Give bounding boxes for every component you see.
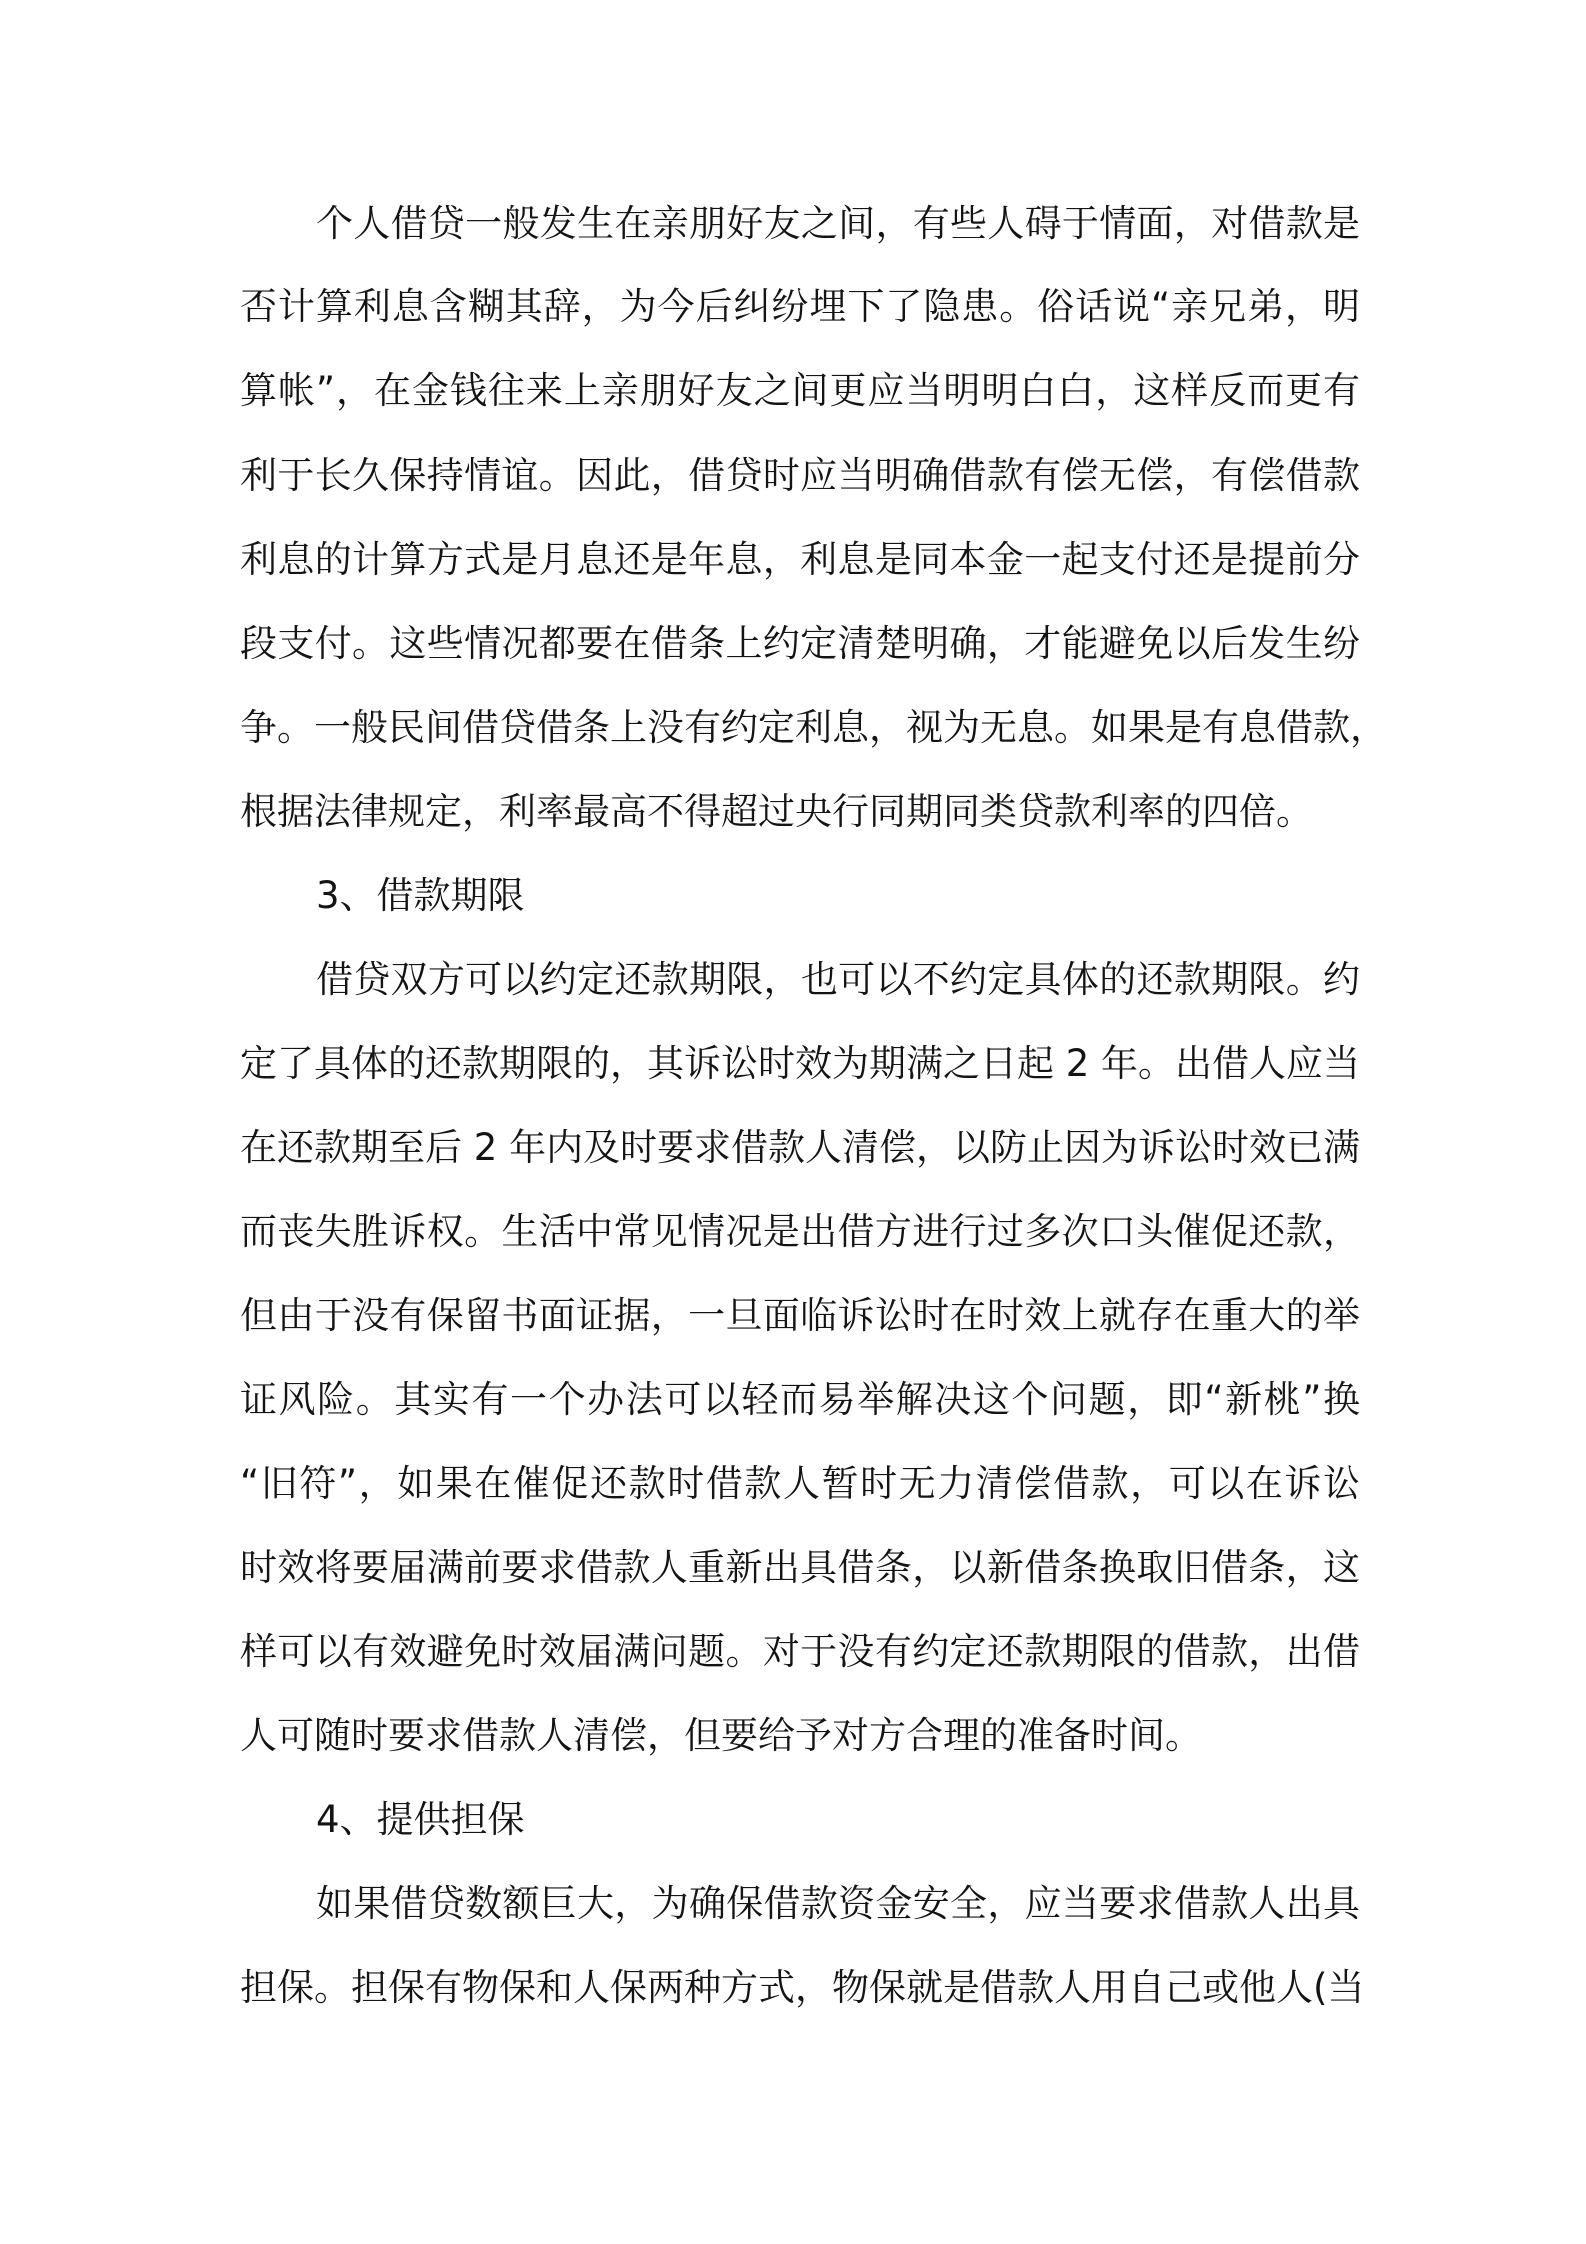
paragraph-line: 根据法律规定，利率最高不得超过央行同期同类贷款利率的四倍。 — [240, 790, 1313, 833]
paragraph-line: 争。一般民间借贷借条上没有约定利息，视为无息。如果是有息借款， — [240, 706, 1387, 749]
paragraph-line: 证风险。其实有一个办法可以轻而易举解决这个问题，即“新桃”换 — [240, 1378, 1360, 1421]
paragraph-line: 如果借贷数额巨大，为确保借款资金安全，应当要求借款人出具 — [316, 1882, 1360, 1925]
paragraph-line: 借贷双方可以约定还款期限，也可以不约定具体的还款期限。约 — [316, 958, 1360, 1001]
paragraph-line: 人可随时要求借款人清偿，但要给予对方合理的准备时间。 — [240, 1714, 1202, 1757]
paragraph-line: 利于长久保持情谊。因此，借贷时应当明确借款有偿无偿，有偿借款 — [240, 454, 1360, 497]
section-heading: 4、提供担保 — [316, 1798, 525, 1841]
paragraph-line: 利息的计算方式是月息还是年息，利息是同本金一起支付还是提前分 — [240, 538, 1360, 581]
section-heading: 3、借款期限 — [316, 874, 525, 917]
paragraph-line: 段支付。这些情况都要在借条上约定清楚明确，才能避免以后发生纷 — [240, 622, 1360, 665]
paragraph-line: 个人借贷一般发生在亲朋好友之间，有些人碍于情面，对借款是 — [316, 202, 1360, 245]
paragraph-line: 时效将要届满前要求借款人重新出具借条，以新借条换取旧借条，这 — [240, 1546, 1360, 1589]
paragraph-line: 而丧失胜诉权。生活中常见情况是出借方进行过多次口头催促还款， — [240, 1210, 1360, 1253]
paragraph-line: 样可以有效避免时效届满问题。对于没有约定还款期限的借款，出借 — [240, 1630, 1360, 1673]
paragraph-line: 但由于没有保留书面证据，一旦面临诉讼时在时效上就存在重大的举 — [240, 1294, 1360, 1337]
paragraph-line: 在还款期至后 2 年内及时要求借款人清偿，以防止因为诉讼时效已满 — [240, 1126, 1361, 1169]
paragraph-line: 否计算利息含糊其辞，为今后纠纷埋下了隐患。俗话说“亲兄弟，明 — [240, 285, 1360, 328]
paragraph-line: 担保。担保有物保和人保两种方式，物保就是借款人用自己或他人(当 — [240, 1966, 1365, 2009]
paragraph-line: “旧符”，如果在催促还款时借款人暂时无力清偿借款，可以在诉讼 — [240, 1462, 1360, 1505]
paragraph-line: 算帐”，在金钱往来上亲朋好友之间更应当明明白白，这样反而更有 — [240, 369, 1360, 412]
paragraph-line: 定了具体的还款期限的，其诉讼时效为期满之日起 2 年。出借人应当 — [240, 1042, 1361, 1085]
